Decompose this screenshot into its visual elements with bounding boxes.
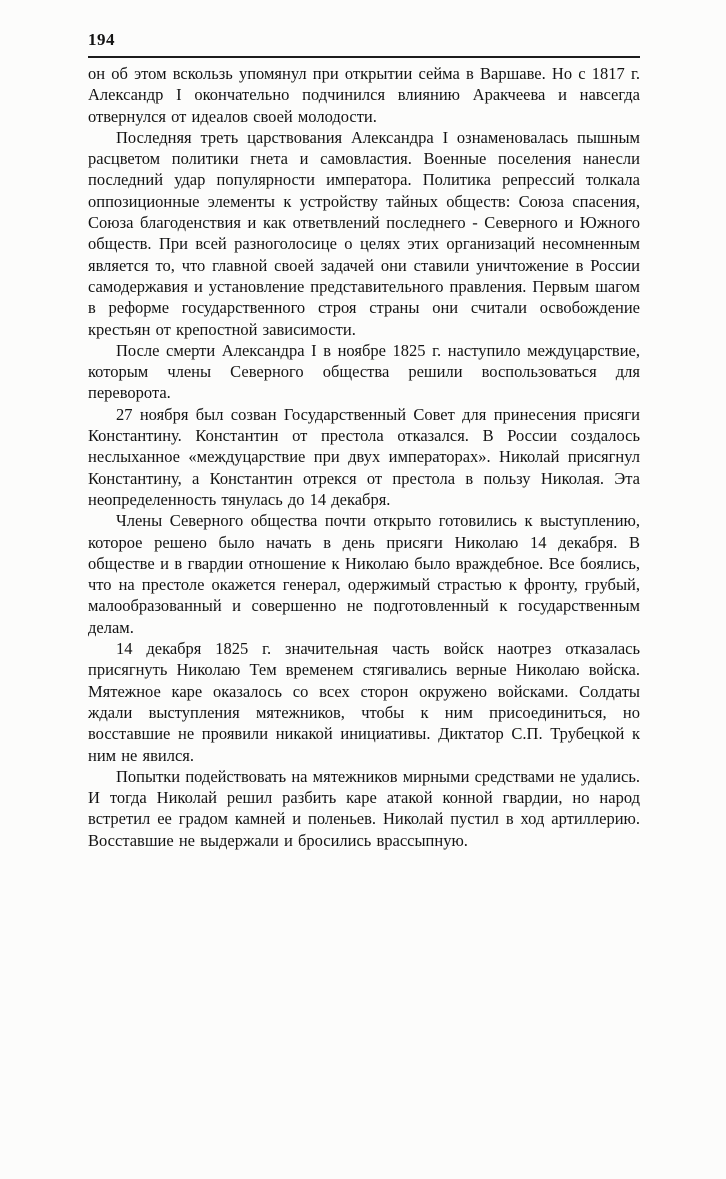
header-rule [88, 56, 640, 58]
paragraph: После смерти Александра I в ноябре 1825 г. наступило междуцарствие, которым члены Северного общества решили воспользоваться для переворота. [88, 340, 640, 403]
paragraph: Члены Северного общества почти открыто готовились к выступлению, которое решено было начать в день присяги Николаю 14 декабря. В обществе и в гвардии отношение к Николаю было враждебное. Все боялись, что на престоле окажется генерал, одержимый страстью к фронту, грубый, малообразованный и совершенно не подготовленный к государственным делам. [88, 511, 640, 637]
paragraph: он об этом вскользь упомянул при открытии сейма в Варшаве. Но с 1817 г. Александр I окончательно подчинился влиянию Аракчеева и навсегда отвернулся от идеалов своей молодости. [88, 64, 640, 126]
page-number: 194 [88, 30, 115, 49]
text-body [88, 63, 640, 851]
paragraph: Попытки подействовать на мятежников мирными средствами не удались. И тогда Николай решил разбить каре атакой конной гвардии, но народ встретил ее градом камней и поленьев. Николай пустил в ход артиллерию. Восставшие не выдержали и бросились врассыпную. [88, 766, 640, 850]
paragraph: Последняя треть царствования Александра I ознаменовалась пышным расцветом политики гнета и самовластия. Военные поселения нанесли последний удар популярности императора. Политика репрессий толкала оппозиционные элементы к устройству тайных обществ: Союза спасения, Союза благоденствия и как ответвлений последнего - Северного и Южного обществ. При всей разноголосице о целях этих организаций несомненным является то, что главной своей задачей они ставили уничтожение в России самодержавия и установление представительного правления. Первым шагом в реформе государственного строя страны они считали освобождение крестьян от крепостной зависимости. [88, 127, 640, 339]
paragraph: 27 ноября был созван Государственный Совет для принесения присяги Константину. Константин от престола отказался. В России создалось неслыханное «междуцарствие при двух императорах». Николай присягнул Константину, а Константин отрекся от престола в пользу Николая. Эта неопределенность тянулась до 14 декабря. [88, 404, 640, 509]
paragraph: 14 декабря 1825 г. значительная часть войск наотрез отказалась присягнуть Николаю Тем временем стягивались верные Николаю войска. Мятежное каре оказалось со всех сторон окружено войсками. Солдаты ждали выступления мятежников, чтобы к ним присоединиться, но восставшие не проявили никакой инициативы. Диктатор С.П. Трубецкой к ним не явился. [88, 639, 640, 765]
